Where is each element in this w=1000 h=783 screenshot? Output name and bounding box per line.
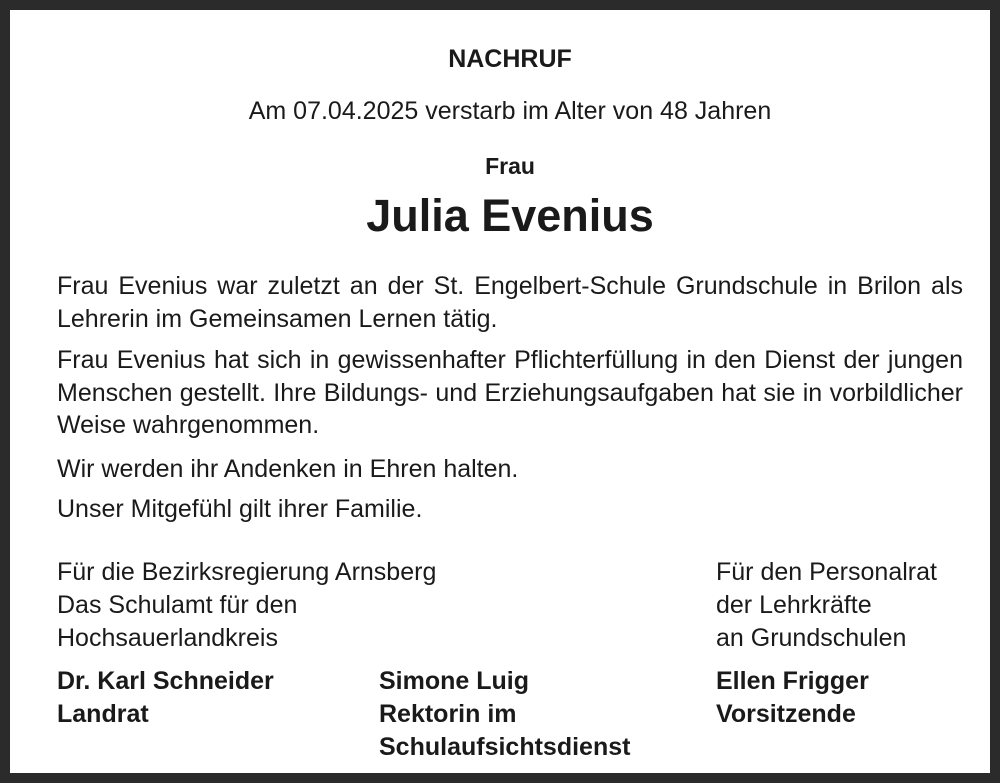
organization-right <box>716 556 937 655</box>
notice-heading: NACHRUF <box>448 45 572 73</box>
paragraph-condolences: Unser Mitgefühl gilt ihrer Familie. <box>57 495 423 523</box>
signatory-title: Landrat <box>57 700 149 728</box>
organization-line: Hochsauerlandkreis <box>57 624 278 652</box>
signatory-title: Schulaufsichtsdienst <box>379 733 631 761</box>
signatory-name: Simone Luig <box>379 667 529 695</box>
organization-line: Für den Personalrat <box>716 558 937 586</box>
organization-line: Für die Bezirksregierung Arnsberg <box>57 558 437 586</box>
salutation: Frau <box>485 153 535 179</box>
organization-line: Das Schulamt für den <box>57 591 298 619</box>
organization-line: an Grundschulen <box>716 624 907 652</box>
signatory-title: Rektorin im <box>379 700 517 728</box>
paragraph-remembrance: Wir werden ihr Andenken in Ehren halten. <box>57 455 519 483</box>
paragraph-career: Frau Evenius war zuletzt an der St. Engelbert-Schule Grundschule in Brilon als Lehrerin im Gemeinsamen Lernen tätig. <box>57 272 963 333</box>
deceased-name: Julia Evenius <box>366 190 654 241</box>
signatory-title: Vorsitzende <box>716 700 856 728</box>
signatory-name: Ellen Frigger <box>716 667 869 695</box>
paragraph-service: Frau Evenius hat sich in gewissenhafter Pflichterfüllung in den Dienst der jungen Menschen gestellt. Ihre Bildungs- und Erziehungsaufgaben hat sie in vorbildlicher Weise wahrgenommen. <box>57 346 963 439</box>
death-announcement: Am 07.04.2025 verstarb im Alter von 48 Jahren <box>248 97 772 125</box>
organization-line: der Lehrkräfte <box>716 591 872 619</box>
signatory-name: Dr. Karl Schneider <box>57 667 274 695</box>
organization-left <box>57 556 436 655</box>
